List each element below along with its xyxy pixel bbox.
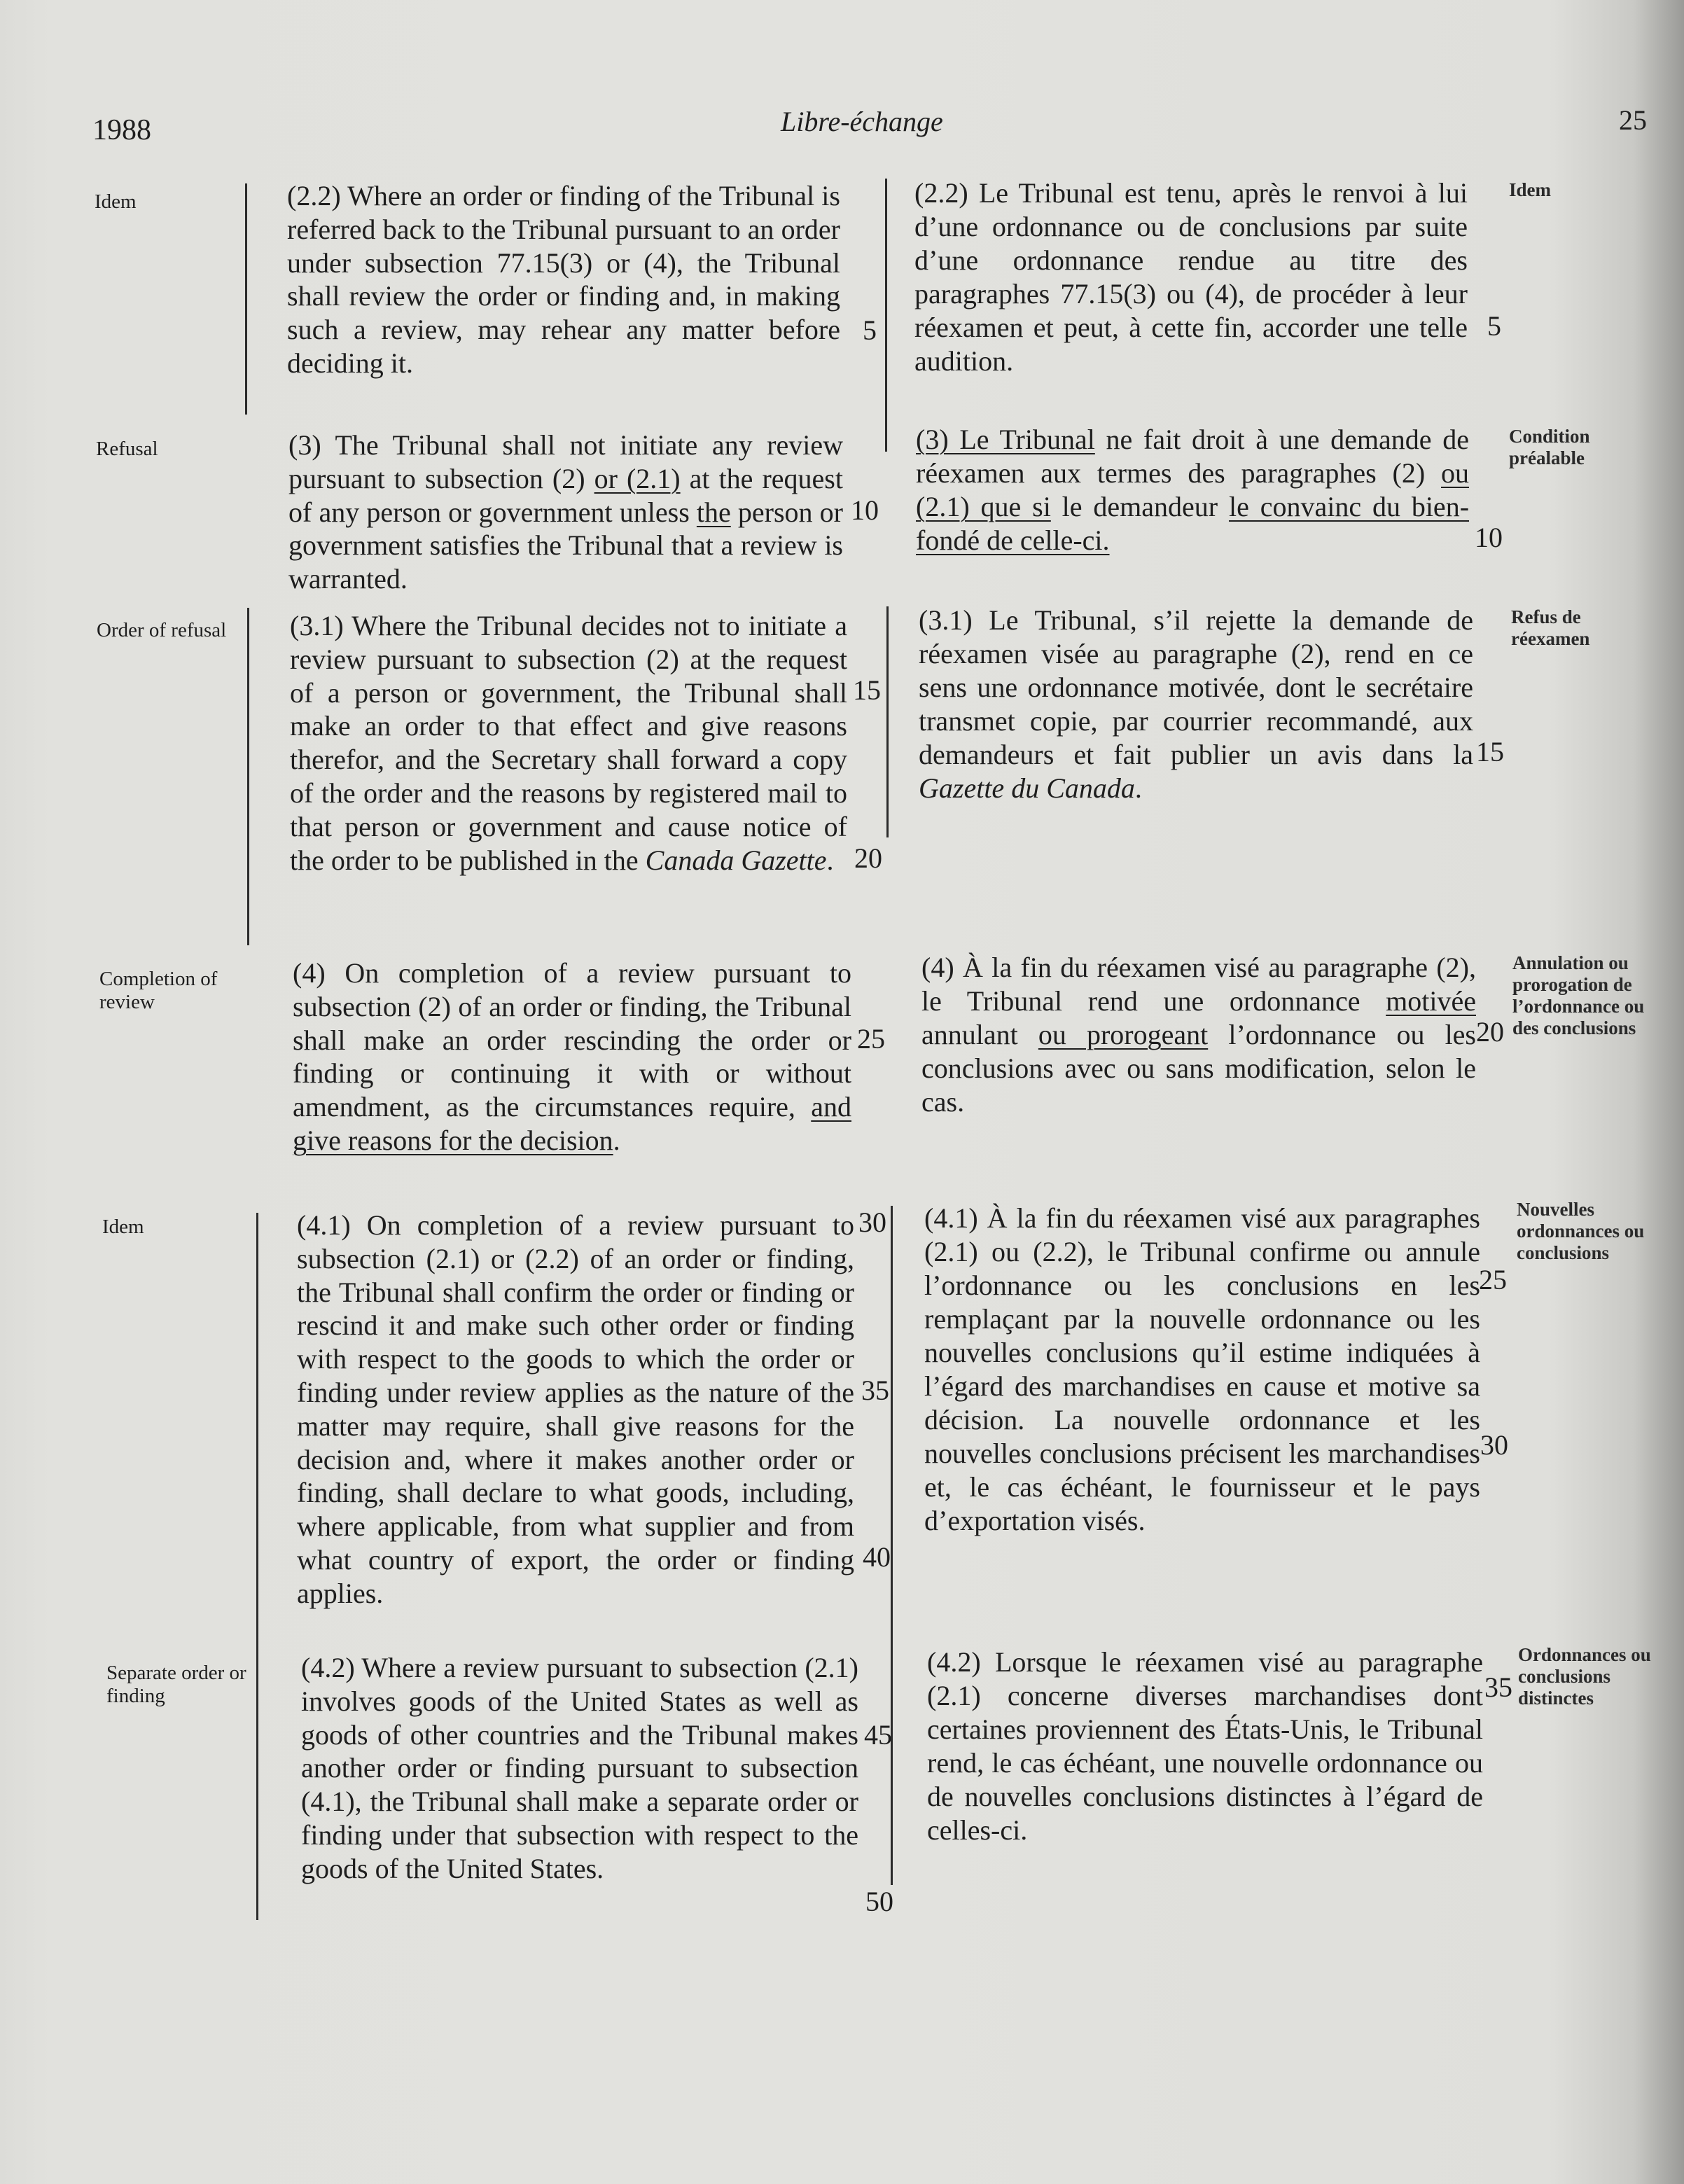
line-number: 20 bbox=[1476, 1016, 1504, 1048]
en-paragraph-3: (3) The Tribunal shall not initiate any review pursuant to subsection (2) or (2.1) at the request of any person or government unless the person or government satisfies the Tribunal that a review is warranted. bbox=[288, 429, 843, 595]
amendment-bar bbox=[891, 1206, 893, 1885]
fr-paragraph-4-2: (4.2) Lorsque le réexamen visé au paragraphe (2.1) concerne diverses marchandises dont certaines proviennent des États-Unis, le Tribunal rend, le cas échéant, une nouvelle ordonnance ou de nouvelles conclusions distinctes à l’égard de celles-ci. bbox=[927, 1646, 1483, 1846]
margin-note-fr-ordonnances: Ordonnances ou conclusions distinctes bbox=[1518, 1644, 1651, 1709]
line-number: 45 bbox=[864, 1719, 892, 1751]
en-paragraph-4: (4) On completion of a review pursuant to subsection (2) of an order or finding, the Tribunal shall make an order rescinding the order or finding or continuing it with or without amendment, as the circumstances require, and give reasons for the decision. bbox=[293, 957, 851, 1156]
fr-paragraph-4-1: (4.1) À la fin du réexamen visé aux paragraphes (2.1) ou (2.2), le Tribunal confirme ou annule l’ordonnance ou les conclusions en les remplaçant par la nouvelle ordonnance ou les nouvelles conclusions qu’il estime indiquées à l’égard des marchandises en cause et motive sa décision. La nouvelle ordonnance et les nouvelles conclusions précisent les marchandises et, le cas échéant, le fournisseur et le pays d’exportation visés. bbox=[924, 1202, 1480, 1536]
line-number: 40 bbox=[863, 1541, 891, 1573]
margin-note-order-of-refusal: Order of refusal bbox=[97, 619, 227, 641]
amendment-bar bbox=[256, 1213, 258, 1920]
margin-note-fr-refus: Refus de réexamen bbox=[1511, 606, 1590, 649]
margin-note-fr-condition: Condition préalable bbox=[1509, 426, 1590, 468]
line-number: 5 bbox=[863, 314, 877, 346]
margin-note-idem: Idem bbox=[95, 190, 137, 213]
line-number: 35 bbox=[1484, 1671, 1512, 1703]
fr-paragraph-4: (4) À la fin du réexamen visé au paragraphe (2), le Tribunal rend une ordonnance motivée annulant ou prorogeant l’ordonnance ou les conclusions avec ou sans modification, selon le cas. bbox=[921, 952, 1476, 1118]
line-number: 15 bbox=[1476, 736, 1504, 767]
margin-note-refusal: Refusal bbox=[96, 438, 158, 460]
line-number: 10 bbox=[851, 494, 879, 526]
margin-note-fr-annulation: Annulation ou prorogation de l’ordonnance ou des conclusions bbox=[1512, 952, 1645, 1038]
line-number: 30 bbox=[1480, 1429, 1508, 1461]
amendment-bar bbox=[245, 183, 247, 415]
fr-paragraph-3-1: (3.1) Le Tribunal, s’il rejette la demande de réexamen visée au paragraphe (2), rend en ce sens une ordonnance motivée, dont le secrétaire transmet copie, par courrier recommandé, aux demandeurs et fait publier un avis dans la Gazette du Canada. bbox=[919, 604, 1473, 804]
line-number: 5 bbox=[1487, 310, 1501, 342]
en-paragraph-4-1: (4.1) On completion of a review pursuant to subsection (2.1) or (2.2) of an order or finding, the Tribunal shall confirm the order or finding or rescind it and make such other order or finding with respect to the goods to which the order or finding under review applies as the nature of the matter may require, shall give reasons for the decision and, where it makes another order or finding, shall declare to what goods, including, where applicable, from what supplier and from what country of export, the order or finding applies. bbox=[297, 1209, 854, 1609]
line-number: 20 bbox=[854, 842, 882, 874]
page-number: 25 bbox=[1619, 104, 1647, 136]
line-number: 30 bbox=[858, 1206, 886, 1238]
line-number: 25 bbox=[1479, 1264, 1507, 1295]
en-paragraph-3-1: (3.1) Where the Tribunal decides not to initiate a review pursuant to subsection (2) at the request of a person or government, the Tribunal shall make an order to that effect and give reasons therefor, and the Secretary shall forward a copy of the order and the reasons by registered mail to that person or government and cause notice of the order to be published in the Canada Gazette. bbox=[290, 610, 847, 876]
line-number: 25 bbox=[857, 1023, 885, 1055]
line-number: 15 bbox=[853, 674, 881, 706]
year: 1988 bbox=[92, 114, 151, 146]
margin-note-fr-nouvelles: Nouvelles ordonnances ou conclusions bbox=[1517, 1199, 1645, 1263]
en-paragraph-4-2: (4.2) Where a review pursuant to subsection (2.1) involves goods of the United States as well as goods of other countries and the Tribunal makes another order or finding pursuant to subsection (4.1), the Tribunal shall make a separate order or finding under that subsection with respect to the goods of the United States. bbox=[301, 1652, 858, 1884]
line-number: 10 bbox=[1475, 522, 1503, 553]
amendment-bar bbox=[885, 179, 887, 452]
amendment-bar bbox=[886, 606, 889, 837]
fr-paragraph-2-2: (2.2) Le Tribunal est tenu, après le renvoi à lui d’une ordonnance ou de conclusions par suite d’une ordonnance rendue au titre des paragraphes 77.15(3) ou (4), de procéder à leur réexamen et peut, à cette fin, accorder une telle audition. bbox=[914, 177, 1468, 377]
margin-note-completion: Completion of review bbox=[99, 968, 218, 1013]
margin-note-idem: Idem bbox=[102, 1216, 144, 1238]
margin-note-fr-idem: Idem bbox=[1509, 179, 1551, 200]
margin-note-separate: Separate order or finding bbox=[106, 1662, 246, 1707]
fr-paragraph-3: (3) Le Tribunal ne fait droit à une demande de réexamen aux termes des paragraphes (2) ou (2.1) que si le demandeur le convainc du bien-fondé de celle-ci. bbox=[916, 424, 1470, 556]
amendment-bar bbox=[247, 608, 249, 945]
line-number: 35 bbox=[861, 1375, 889, 1406]
en-paragraph-2-2: (2.2) Where an order or finding of the Tribunal is referred back to the Tribunal pursuant to an order under subsection 77.15(3) or (4), the Tribunal shall review the order or finding and, in making such a review, may rehear any matter before deciding it. bbox=[287, 180, 840, 379]
running-title: Libre-échange bbox=[781, 106, 943, 137]
line-number: 50 bbox=[865, 1886, 893, 1917]
